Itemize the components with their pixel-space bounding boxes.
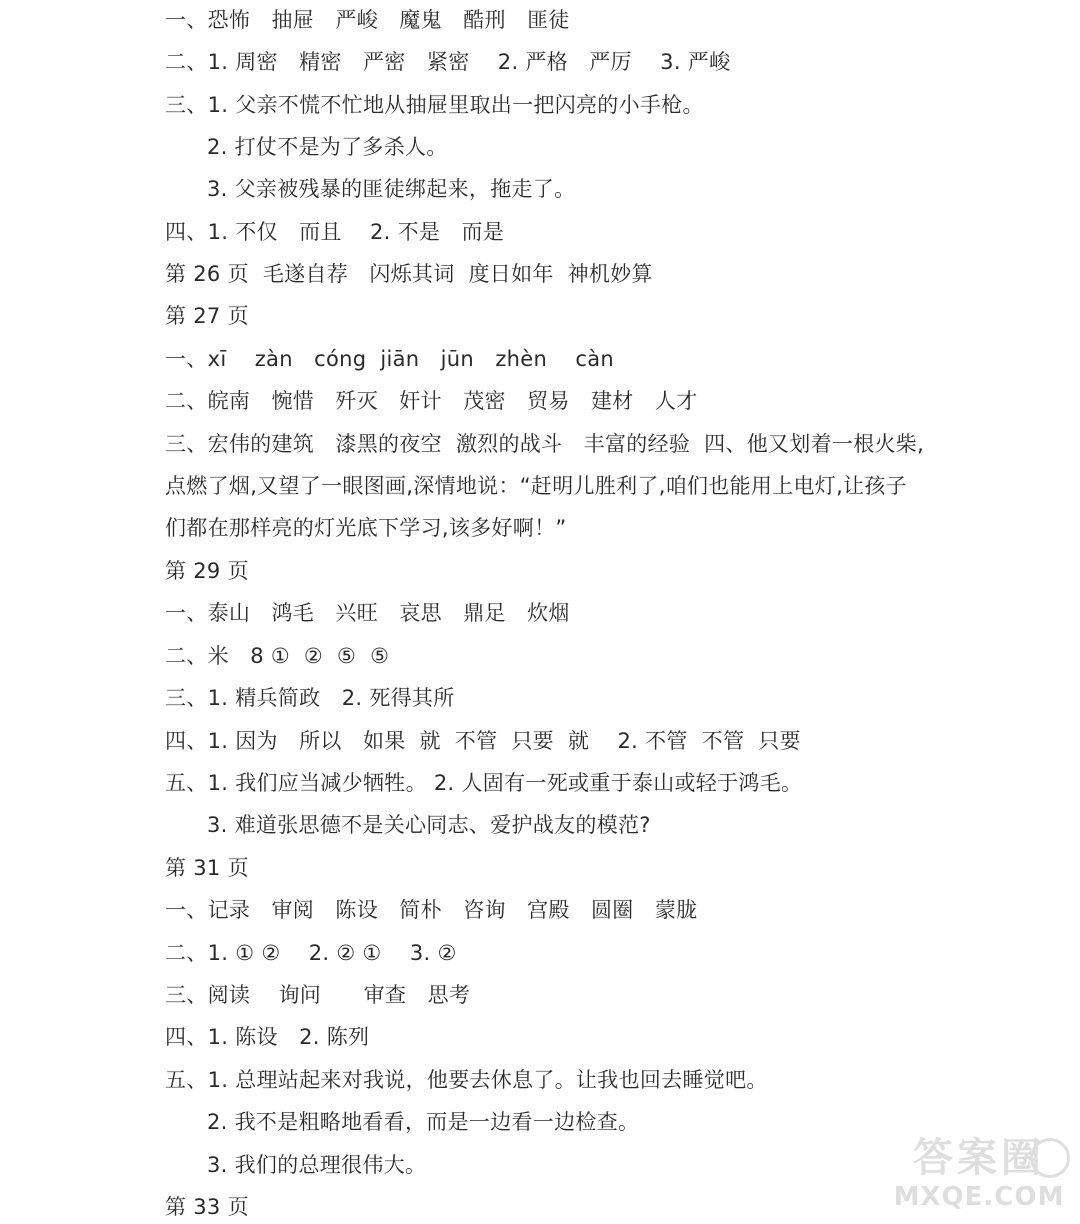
answer-line: 三、1. 父亲不慌不忙地从抽屉里取出一把闪亮的小手枪。 xyxy=(165,93,704,117)
answer-line: 二、米 8 ① ② ⑤ ⑤ xyxy=(165,644,390,668)
answer-line: 3. 我们的总理很伟大。 xyxy=(207,1153,427,1177)
answer-line: 二、1. 周密 精密 严密 紧密 2. 严格 严厉 3. 严峻 xyxy=(165,50,731,74)
section-heading: 第 27 页 xyxy=(165,304,249,328)
answer-line: 们都在那样亮的灯光底下学习,该多好啊！” xyxy=(165,516,567,540)
section-heading: 第 26 页 毛遂自荐 闪烁其词 度日如年 神机妙算 xyxy=(165,262,653,286)
answer-line: 2. 我不是粗略地看看，而是一边看一边检查。 xyxy=(207,1110,640,1134)
answer-line: 四、1. 不仅 而且 2. 不是 而是 xyxy=(165,220,505,244)
answer-line: 一、恐怖 抽屉 严峻 魔鬼 酷刑 匪徒 xyxy=(165,8,570,32)
section-heading: 第 31 页 xyxy=(165,856,249,880)
answer-line: 二、皖南 惋惜 歼灭 奸计 茂密 贸易 建材 人才 xyxy=(165,389,698,413)
answer-line: 3. 难道张思德不是关心同志、爱护战友的模范? xyxy=(207,813,651,837)
answer-line: 2. 打仗不是为了多杀人。 xyxy=(207,135,448,159)
watermark-badge-icon xyxy=(1030,1138,1070,1178)
answer-line: 五、1. 我们应当减少牺牲。 2. 人固有一死或重于泰山或轻于鸿毛。 xyxy=(165,771,803,795)
section-heading: 第 33 页 xyxy=(165,1195,249,1219)
answer-line: 二、1. ① ② 2. ② ① 3. ② xyxy=(165,941,457,965)
answer-line: 3. 父亲被残暴的匪徒绑起来，拖走了。 xyxy=(207,177,576,201)
watermark-logo-text: 答案圈 xyxy=(913,1135,1045,1181)
answer-line: 点燃了烟,又望了一眼图画,深情地说：“赶明儿胜利了,咱们也能用上电灯,让孩子 xyxy=(165,474,907,498)
section-heading: 第 29 页 xyxy=(165,559,249,583)
answer-line: 三、宏伟的建筑 漆黑的夜空 激烈的战斗 丰富的经验 四、他又划着一根火柴, xyxy=(165,432,925,456)
answer-line: 一、泰山 鸿毛 兴旺 哀思 鼎足 炊烟 xyxy=(165,601,570,625)
answer-line: 五、1. 总理站起来对我说，他要去休息了。让我也回去睡觉吧。 xyxy=(165,1068,768,1092)
site-watermark xyxy=(884,1136,1074,1216)
answer-line: 三、1. 精兵简政 2. 死得其所 xyxy=(165,686,455,710)
answer-line: 四、1. 因为 所以 如果 就 不管 只要 就 2. 不管 不管 只要 xyxy=(165,729,801,753)
answer-line: 一、记录 审阅 陈设 简朴 咨询 宫殿 圆圈 蒙胧 xyxy=(165,898,698,922)
answer-line: 三、阅读 询问 审查 思考 xyxy=(165,983,471,1007)
answer-line: 四、1. 陈设 2. 陈列 xyxy=(165,1025,370,1049)
answer-line: 一、xī zàn cóng jiān jūn zhèn càn xyxy=(165,347,614,371)
watermark-domain: MXQE.COM xyxy=(893,1182,1065,1212)
